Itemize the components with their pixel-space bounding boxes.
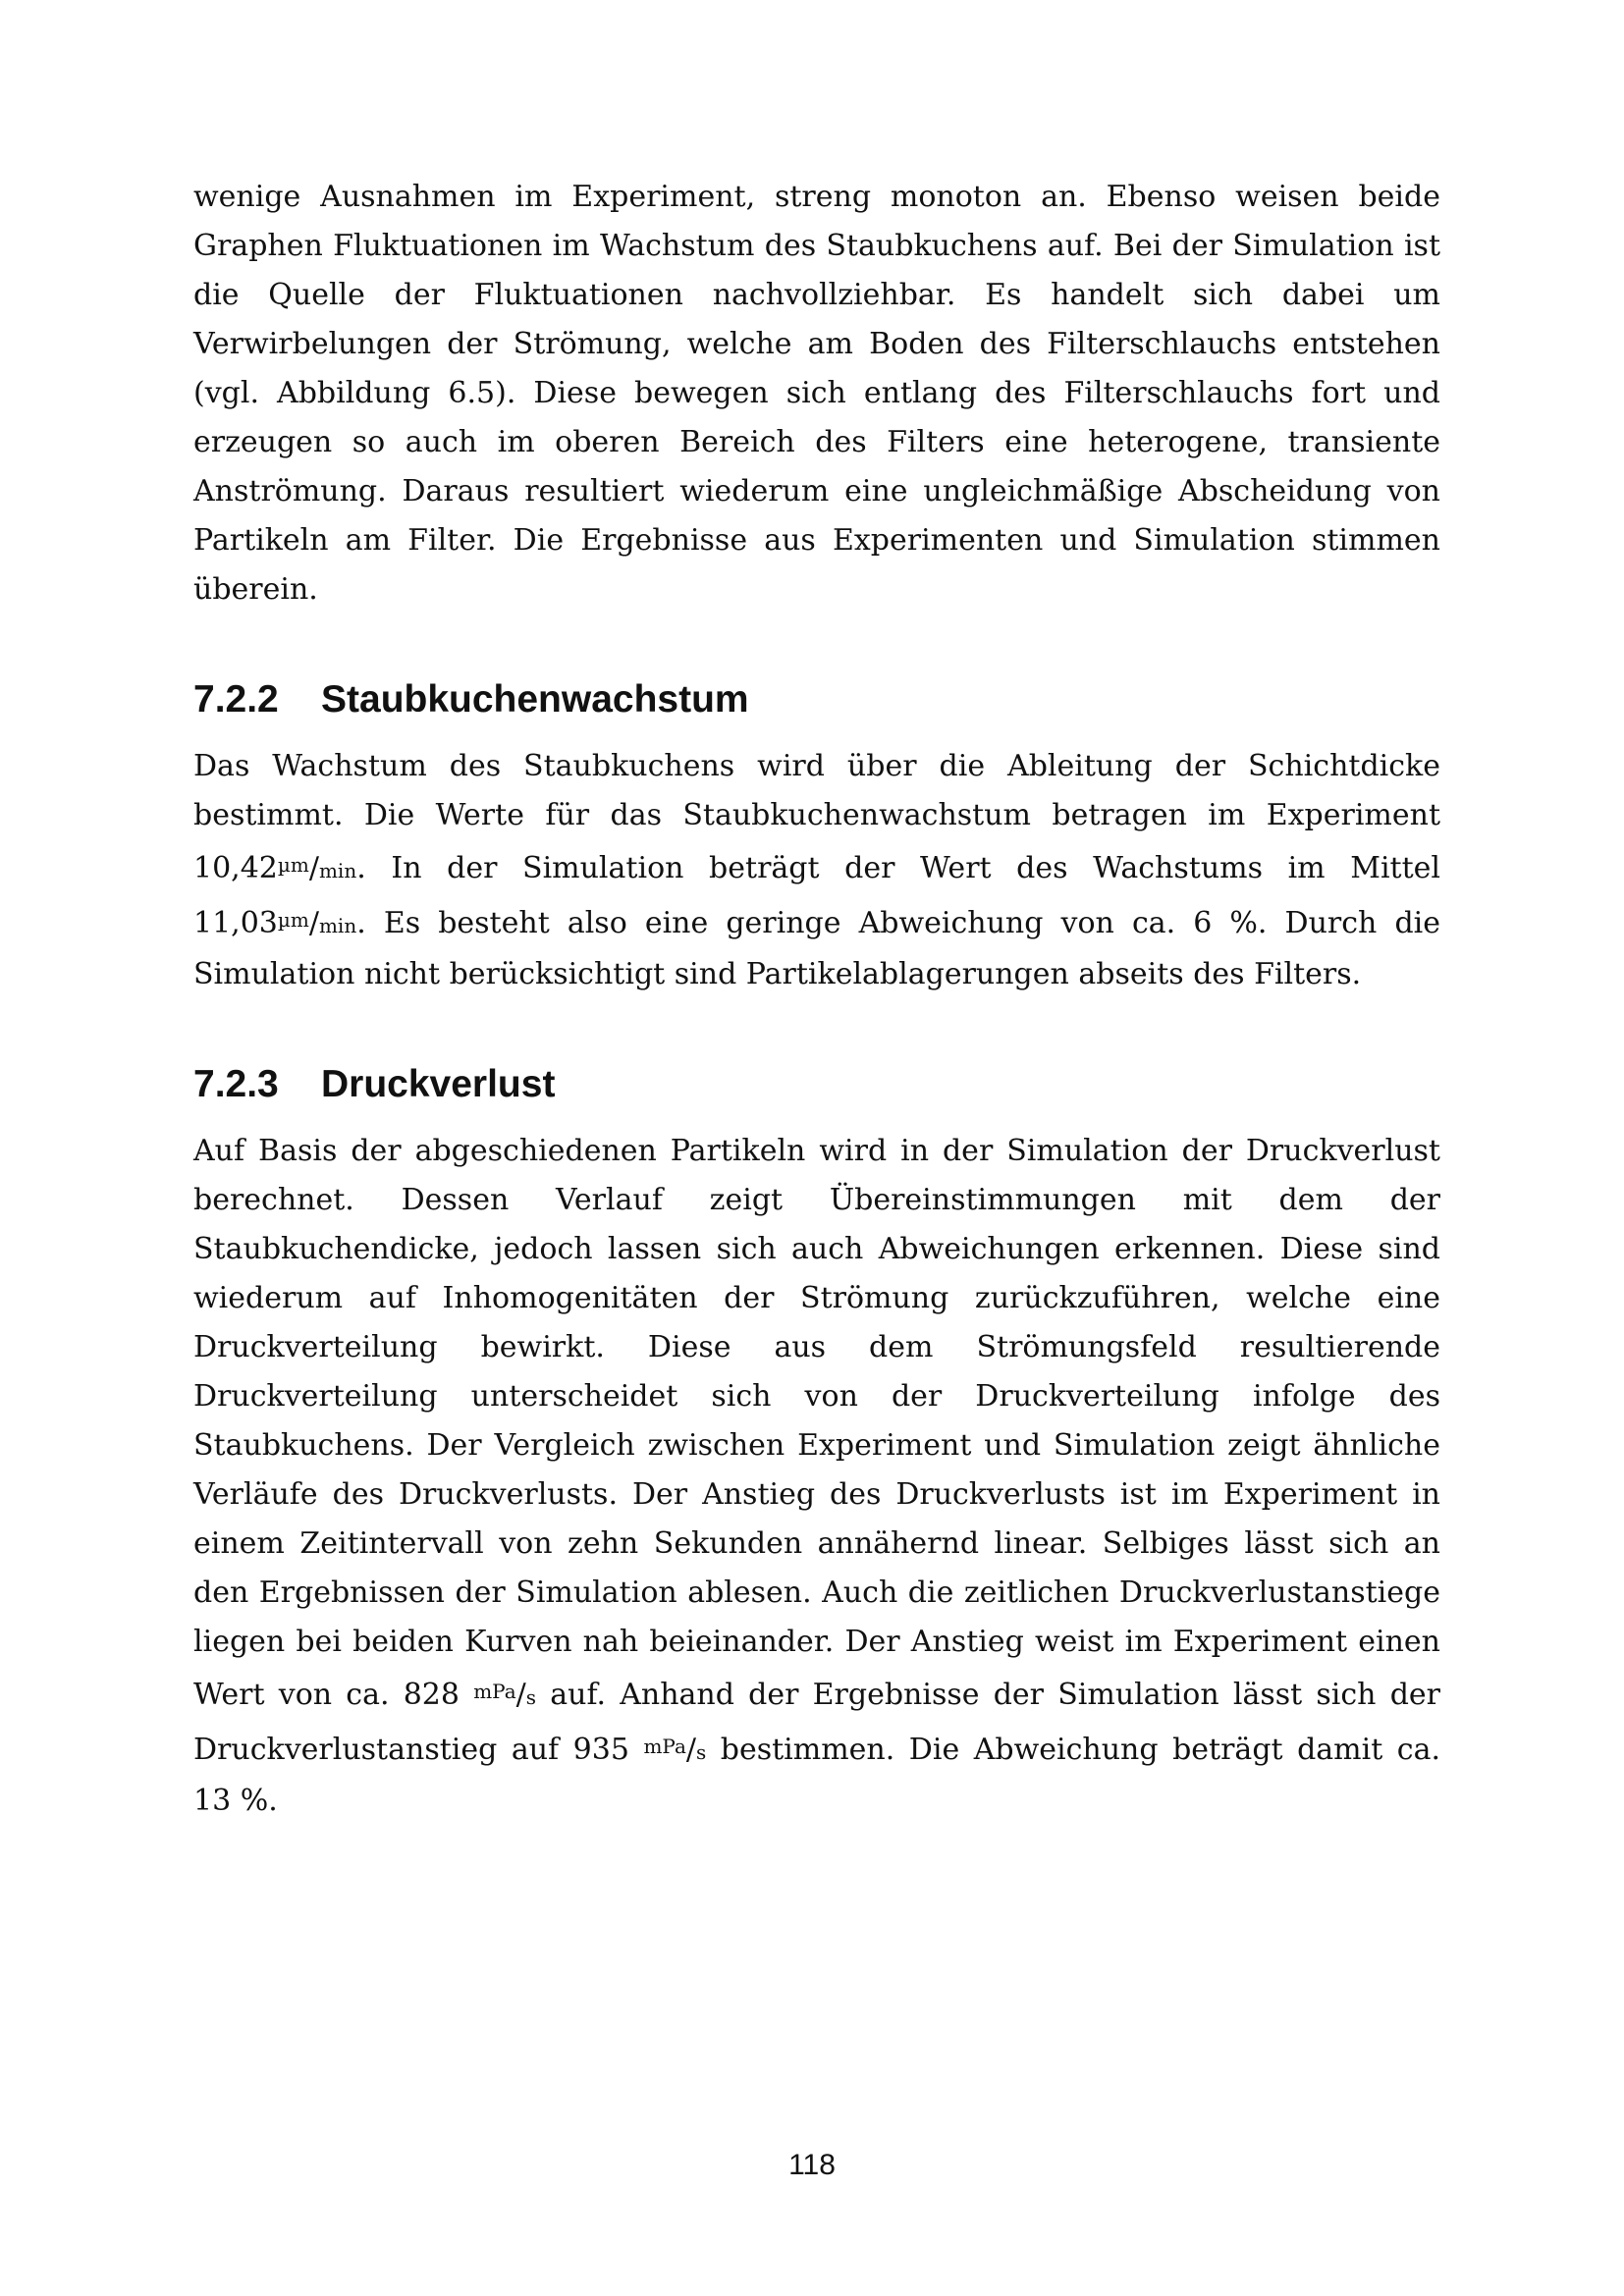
value-simulation: 935 xyxy=(572,1733,629,1767)
text-run: . Es besteht also eine geringe Abweichung von ca. 6 %. Durch die Simulation nicht berücksichtigt sind Partikelablagerungen abseits des Filters. xyxy=(193,906,1440,991)
unit-numerator: µm xyxy=(277,908,309,932)
paragraph-druckverlust xyxy=(193,1127,1440,1826)
section-number: 7.2.2 xyxy=(193,678,279,721)
value-experiment: 828 xyxy=(403,1678,460,1712)
paragraph-intro: wenige Ausnahmen im Experiment, streng monoton an. Ebenso weisen beide Graphen Fluktuationen im Wachstum des Staubkuchens auf. Bei der Simulation ist die Quelle der Fluktuationen nachvollziehbar. Es handelt sich dabei um Verwirbelungen der Strömung, welche am Boden des Filterschlauchs entstehen (vgl. Abbildung 6.5). Diese bewegen sich entlang des Filterschlauchs fort und erzeugen so auch im oberen Bereich des Filters eine heterogene, transiente Anströmung. Daraus resultiert wiederum eine ungleichmäßige Abscheidung von Partikeln am Filter. Die Ergebnisse aus Experimenten und Simulation stimmen überein. xyxy=(193,180,1440,607)
page-content xyxy=(193,173,1440,1826)
text-run: auf. Anhand der Ergebnisse der Simulation lässt sich der Druckverlustanstieg auf xyxy=(193,1678,1441,1767)
section-heading-7-2-2 xyxy=(193,675,1440,724)
unit-fraction: $^{\mu m}$/min xyxy=(277,851,357,885)
unit-fraction: $^{mPa}$/s xyxy=(473,1678,537,1712)
section-title: Druckverlust xyxy=(321,1063,556,1105)
unit-fraction: $^{\mu m}$/min xyxy=(277,906,357,940)
text-run: Das Wachstum des Staubkuchens wird über die Ableitung der Schichtdicke bestimmt. Die Werte für das Staubkuchenwachstum betragen im Experiment xyxy=(193,749,1440,832)
text-run: . In der Simulation beträgt der Wert des Wachstums im Mittel xyxy=(356,851,1440,885)
unit-denominator: min xyxy=(318,914,357,937)
section-title: Staubkuchenwachstum xyxy=(321,678,749,721)
text-run: Auf Basis der abgeschiedenen Partikeln wird in der Simulation der Druckverlust berechnet. Dessen Verlauf zeigt Übereinstimmungen mit dem der Staubkuchendicke, jedoch lassen sich auch Abweichungen erkennen. Diese sind wiederum auf Inhomogenitäten der Strömung zurückzuführen, welche eine Druckverteilung bewirkt. Diese aus dem Strömungsfeld resultierende Druckverteilung unterscheidet sich von der Druckverteilung infolge des Staubkuchens. Der Vergleich zwischen Experiment und Simulation zeigt ähnliche Verläufe des Druckverlusts. Der Anstieg des Druckverlusts ist im Experiment in einem Zeitintervall von zehn Sekunden annähernd linear. Selbiges lässt sich an den Ergebnissen der Simulation ablesen. Auch die zeitlichen Druckverlustanstiege liegen bei beiden Kurven nah beieinander. Der Anstieg weist im Experiment einen Wert von ca. xyxy=(193,1134,1440,1712)
unit-fraction: $^{mPa}$/s xyxy=(643,1733,707,1767)
unit-denominator: s xyxy=(525,1685,537,1709)
text-run: bestimmen. Die Abweichung beträgt damit ca. 13 %. xyxy=(193,1733,1441,1818)
value-simulation: 11,03 xyxy=(193,906,278,940)
unit-numerator: µm xyxy=(277,853,309,877)
unit-numerator: mPa xyxy=(473,1680,516,1703)
unit-numerator: mPa xyxy=(643,1735,686,1758)
value-experiment: 10,42 xyxy=(193,851,278,885)
section-number: 7.2.3 xyxy=(193,1063,279,1105)
paragraph-staubkuchenwachstum xyxy=(193,742,1440,999)
section-heading-7-2-3 xyxy=(193,1060,1440,1109)
unit-denominator: min xyxy=(318,859,357,882)
unit-denominator: s xyxy=(696,1740,707,1764)
page-number: 118 xyxy=(788,2149,836,2181)
